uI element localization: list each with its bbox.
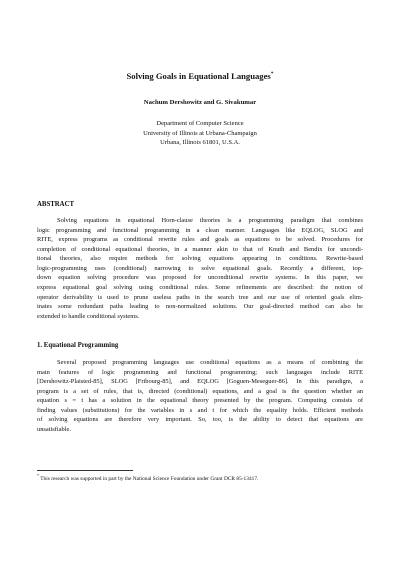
abstract-body [37,216,363,321]
abstract-line: tional theories, also require methods for solving equations appearing in conditions. Rewrite-based [37,255,363,263]
section-heading: 1. Equational Programming [37,342,119,349]
abstract-line: RITE, express programs as conditional rewrite rules and goals as equations to be solved. Procedures for [37,236,363,244]
section-line: of solving equations are therefore very important. So, too, is the ability to detect that equations are [37,416,363,424]
abstract-line: express equational goal solving using conditional rules. Some refinements are described: the notion of [37,283,363,291]
title-footnote-mark: * [270,71,274,78]
section-line: finding values (substitutions) for the variables in s and t for which the equality holds. Efficient methods [37,406,363,414]
section-line: program is a set of rules, that is, directed (conditional) equations, and a goal is the question whether an [37,387,363,395]
abstract-line: operator derivability is used to prune useless paths in the search tree and our use of oriented goals elim- [37,293,363,301]
footnote-rule [37,470,133,471]
paper-title [0,71,400,81]
abstract-line: inates some redundant paths leading to non-normalized solutions. Our goal-directed method can also be [37,303,363,311]
abstract-line: extended to handle conditional systems. [37,312,140,320]
abstract-line: completion of conditional equational theories, in a manner akin to that of Knuth and Bendix for uncondi- [37,245,363,253]
abstract-line: logic-programming uses (conditional) narrowing to solve equational goals. Recently a different, top- [37,264,363,272]
affiliation-line: Department of Computer Science [156,120,244,127]
section-line: equation s = t has a solution in the equational theory presented by the program. Computing consists of [37,397,363,405]
abstract-line: Solving equations in equational Horn-clause theories is a programming paradigm that combines [57,217,363,224]
footnote-text: This research was supported in part by the National Science Foundation under Grant DCR 85-13417. [40,476,259,482]
section-line: Several proposed programming languages use conditional equations as a means of combining the [57,359,363,366]
abstract-line: down equation solving procedure was proposed for unconditional rewrite systems. In this paper, we [37,274,363,282]
authors: Nachum Dershowitz and G. Sivakumar [143,99,257,106]
section-line: unsatisfiable. [37,425,71,433]
affiliation-line: University of Illinois at Urbana-Champaign [143,129,257,137]
abstract-heading: ABSTRACT [37,201,75,208]
title-text: Solving Goals in Equational Languages [126,71,271,81]
footnote-mark: * [37,473,39,479]
footnote [37,473,259,482]
section-body [37,358,363,435]
section-line: [Dershowitz-Plaisted-85], SLOG [Fribourg-85], and EQLOG [Goguen-Meseguer-86]. In this paradigm, a [37,378,363,386]
abstract-line: logic programming and functional programming in a clean manner. Languages like EQLOG, SLOG and [37,226,363,234]
affiliation-line: Urbana, Illinois 61801, U.S.A. [160,139,240,146]
affiliation [0,119,400,148]
section-line: main features of logic programming and functional programming; such languages include RITE [37,368,363,376]
